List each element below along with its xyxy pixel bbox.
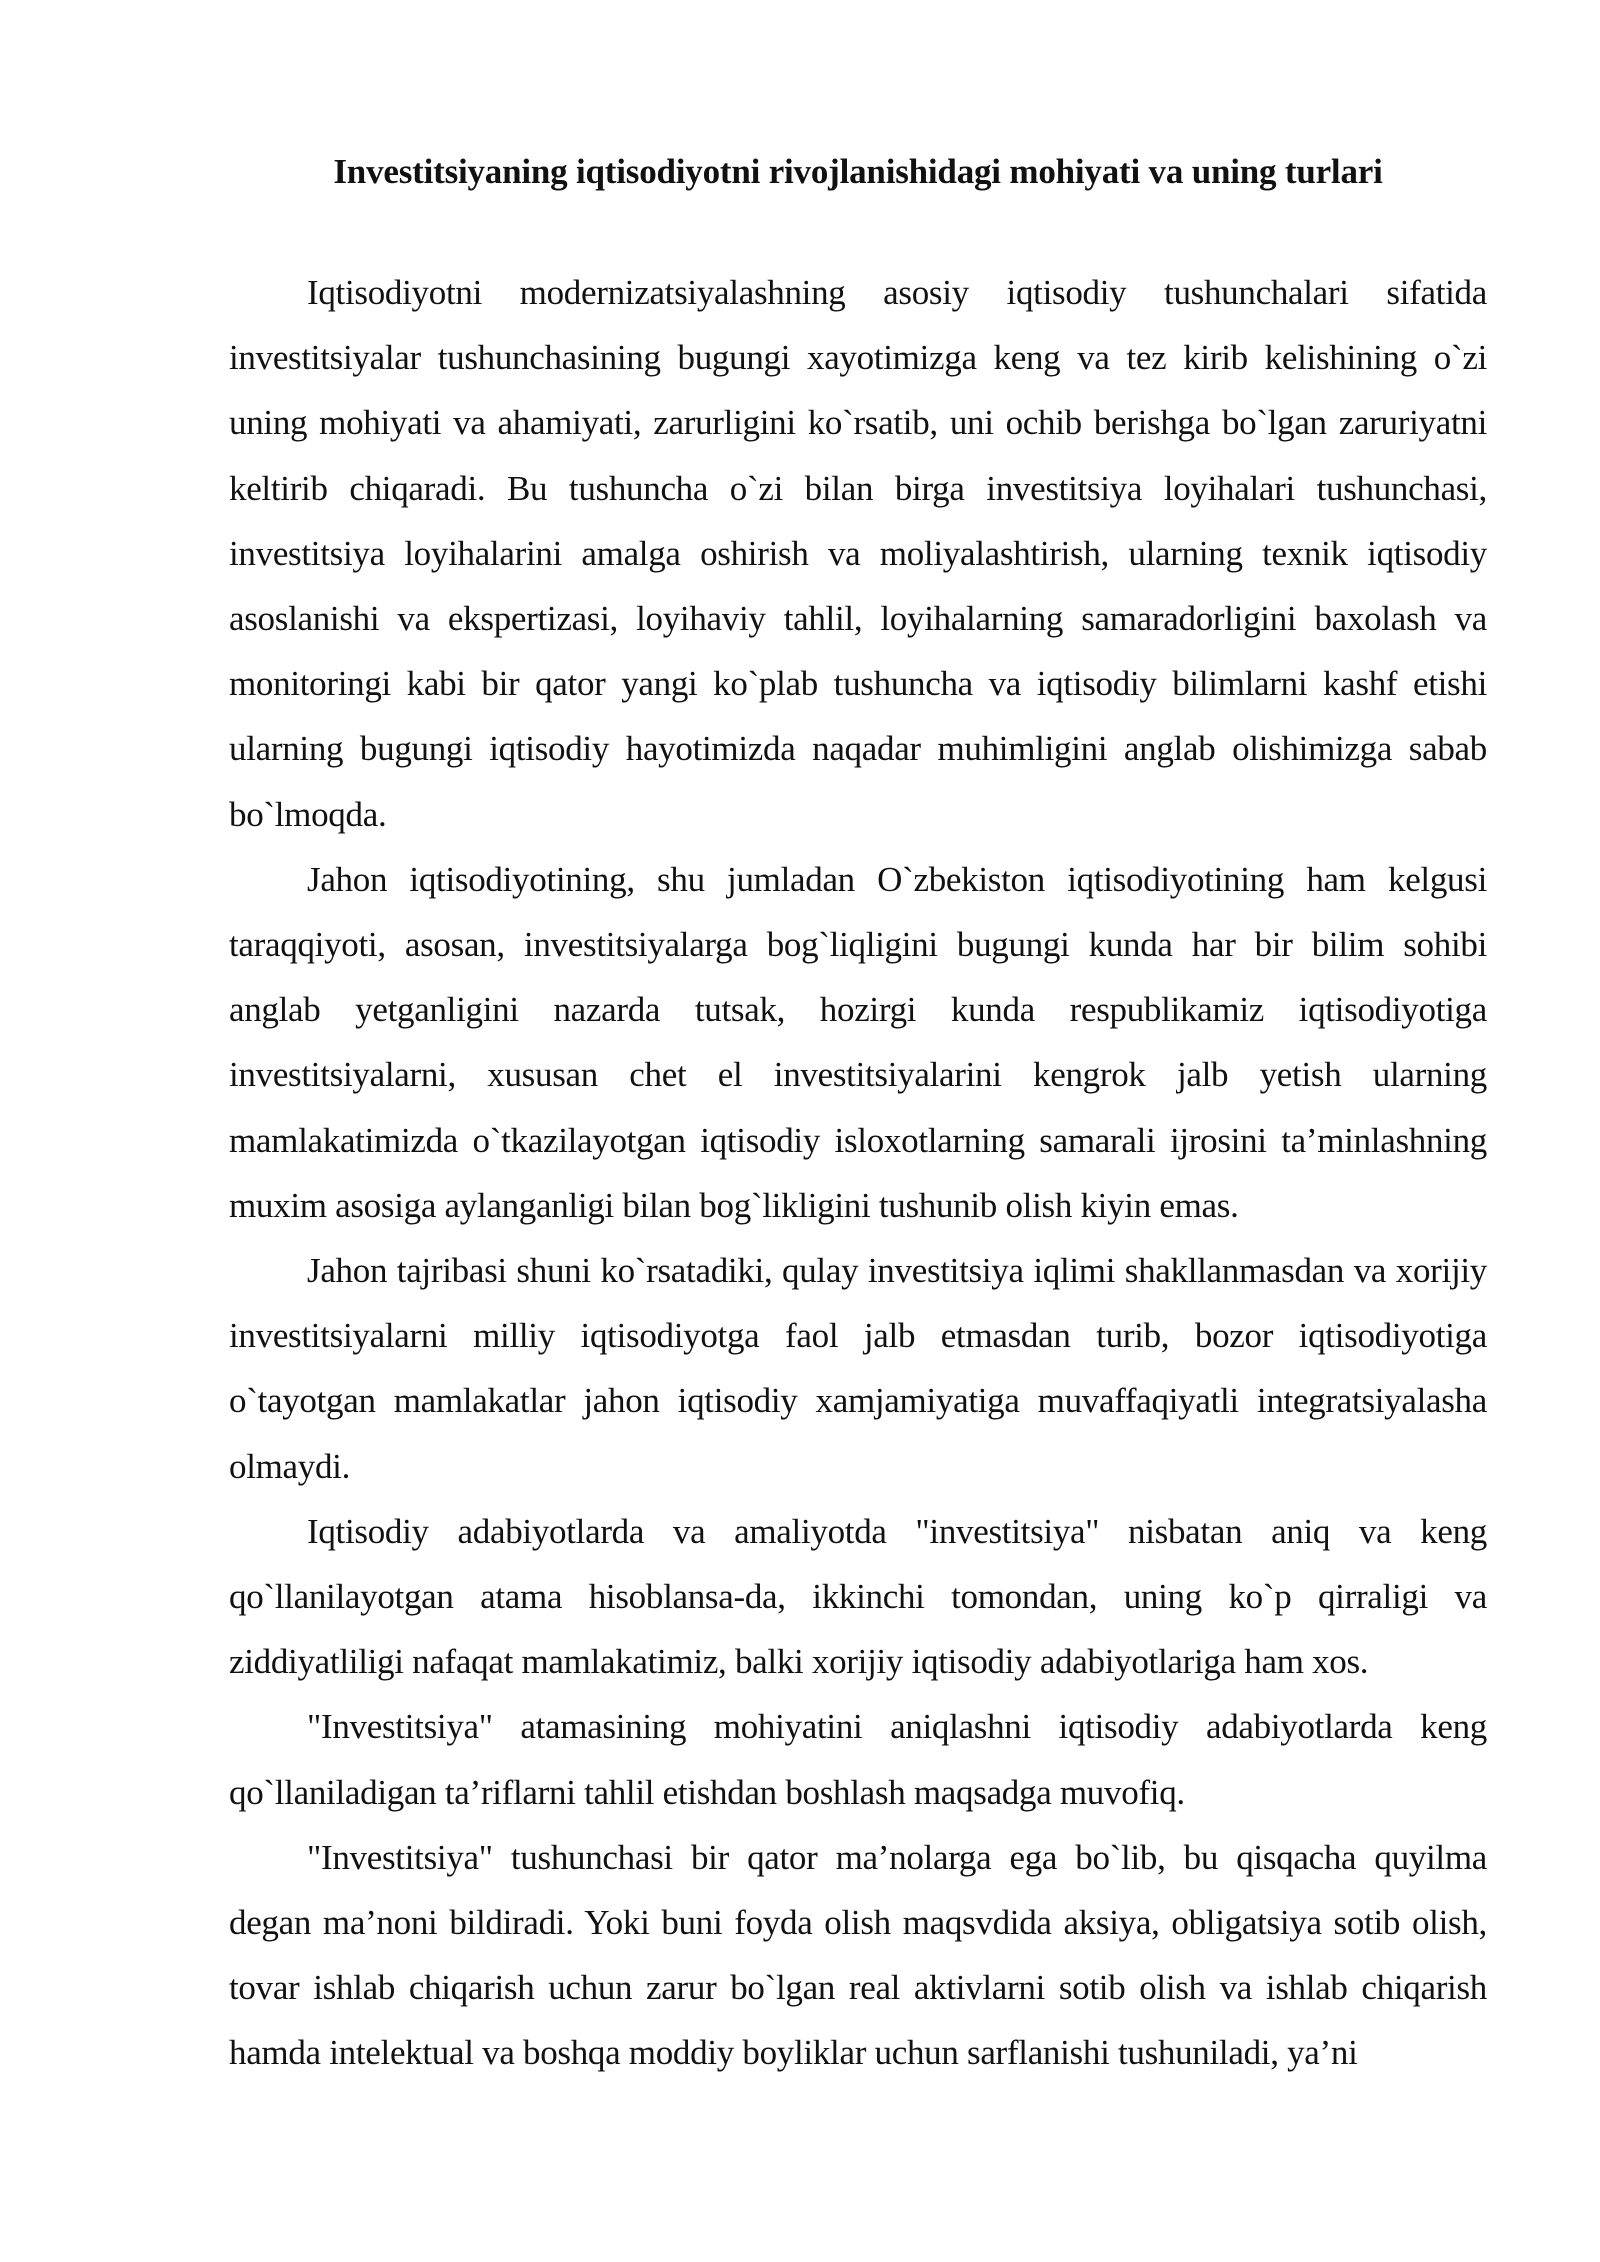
paragraph-3: Jahon tajribasi shuni ko`rsatadiki, qulay investitsiya iqlimi shakllanmasdan va xorijiy investitsiyalarni milliy iqtisodiyotga faol jalb etmasdan turib, bozor iqtisodiyotiga o`tayotgan mamlakatlar jahon iqtisodiy xamjamiyatiga muvaffaqiyatli integratsiyalasha olmaydi.: [229, 1251, 1487, 1486]
document-body: [229, 260, 1487, 2086]
page-content: [229, 150, 1487, 2086]
paragraph-6: "Investitsiya" tushunchasi bir qator ma’nolarga ega bo`lib, bu qisqacha quyilma degan ma’noni bildiradi. Yoki buni foyda olish maqsvdida aksiya, obligatsiya sotib olish, tovar ishlab chiqarish uchun zarur bo`lgan real aktivlarni sotib olish va ishlab chiqarish hamda intelektual va boshqa moddiy boyliklar uchun sarflanishi tushuniladi, ya’ni: [229, 1837, 1487, 2073]
paragraph-4: Iqtisodiy adabiyotlarda va amaliyotda "investitsiya" nisbatan aniq va keng qo`llanilayotgan atama hisoblansa-da, ikkinchi tomondan, uning ko`p qirraligi va ziddiyatliligi nafaqat mamlakatimiz, balki xorijiy iqtisodiy adabiyotlariga ham xos.: [229, 1511, 1487, 1682]
paragraph-2: Jahon iqtisodiyotining, shu jumladan O`zbekiston iqtisodiyotining ham kelgusi taraqqiyoti, asosan, investitsiyalarga bog`liqligini bugungi kunda har bir bilim sohibi anglab yetganligini nazarda tutsak, hozirgi kunda respublikamiz iqtisodiyotiga investitsiyalarni, xususan chet el investitsiyalarini kengrok jalb yetish ularning mamlakatimizda o`tkazilayotgan iqtisodiy isloxotlarning samarali ijrosini ta’minlashning muxim asosiga aylanganligi bilan bog`likligini tushunib olish kiyin emas.: [229, 859, 1487, 1225]
paragraph-1: Iqtisodiyotni modernizatsiyalashning asosiy iqtisodiy tushunchalari sifatida investitsiyalar tushunchasining bugungi xayotimizga keng va tez kirib kelishining o`zi uning mohiyati va ahamiyati, zarurligini ko`rsatib, uni ochib berishga bo`lgan zaruriyatni keltirib chiqaradi. Bu tushuncha o`zi bilan birga investitsiya loyihalari tushunchasi, investitsiya loyihalarini amalga oshirish va moliyalashtirish, ularning texnik iqtisodiy asoslanishi va ekspertizasi, loyihaviy tahlil, loyihalarning samaradorligini baxolash va monitoringi kabi bir qator yangi ko`plab tushuncha va iqtisodiy bilimlarni kashf etishi ularning bugungi iqtisodiy hayotimizda naqadar muhimligini anglab olishimizga sabab bo`lmoqda.: [229, 273, 1487, 834]
paragraph-5: "Investitsiya" atamasining mohiyatini aniqlashni iqtisodiy adabiyotlarda keng qo`llaniladigan ta’riflarni tahlil etishdan boshlash maqsadga muvofiq.: [229, 1707, 1487, 1812]
document-title: Investitsiyaning iqtisodiyotni rivojlanishidagi mohiyati va uning turlari: [333, 152, 1383, 191]
